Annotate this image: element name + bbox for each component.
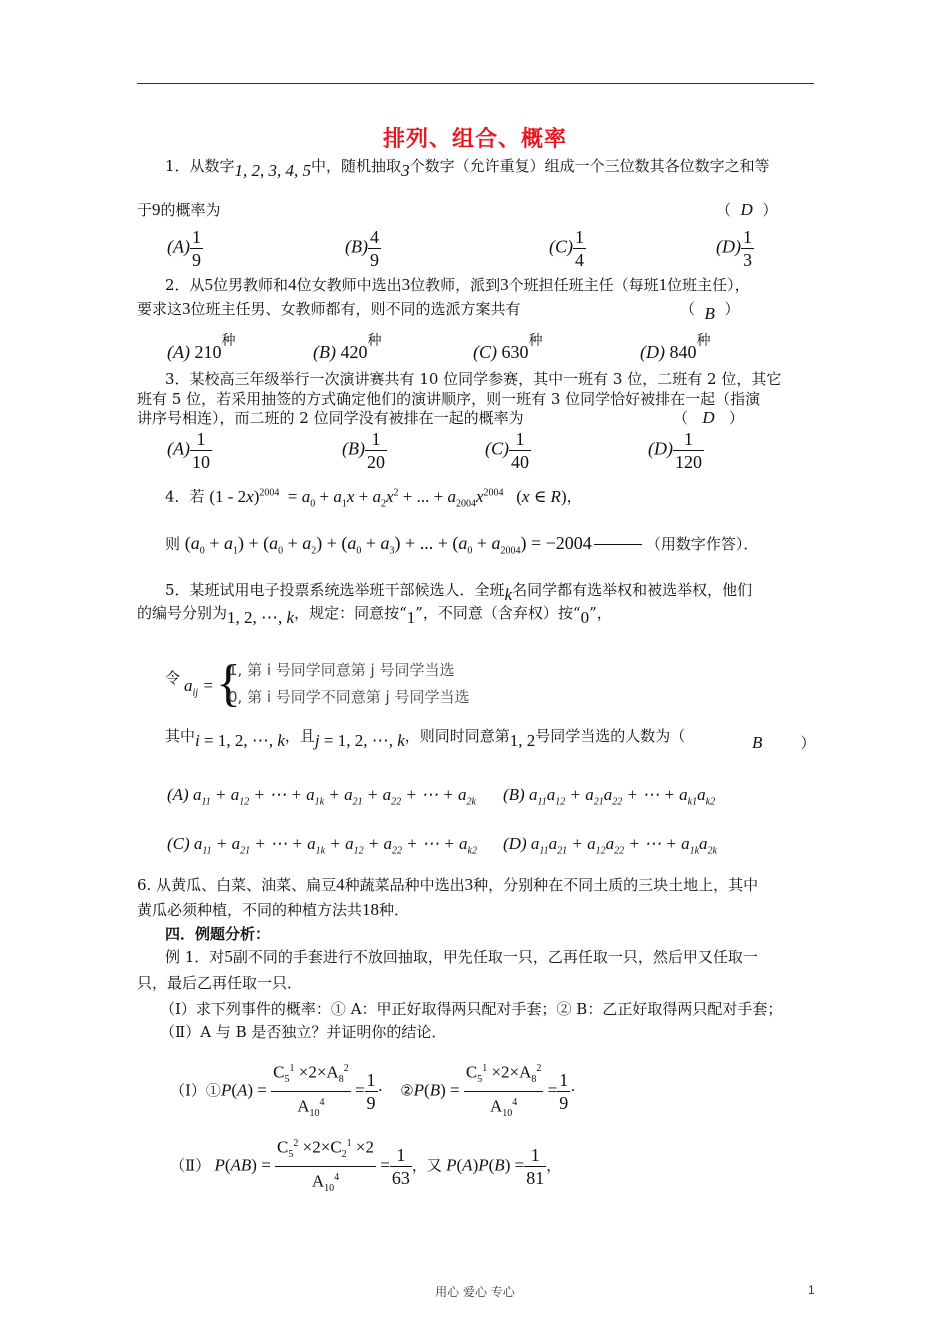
q5-line2: 的编号分别为1, 2, ⋯, k，规定：同意按“1”，不同意（含弃权）按“0”， <box>137 604 612 627</box>
ex1-line1: 例 1．对5副不同的手套进行不放回抽取，甲先任取一只，乙再任取一只，然后甲又任取一 <box>165 947 758 966</box>
q5-option-a: (A) $a_{11} + a_{12}$ + ⋯ + $a_{1k} + a_{21} + a_{22}$ + ⋯ + $a_{2k}$ <box>167 785 476 808</box>
q1-option-b: (B) $\frac{4}{9}$ <box>345 227 379 270</box>
page-number: 1 <box>808 1283 815 1297</box>
q5-option-d: (D) $a_{11}a_{21} + a_{12}a_{22}$ + ⋯ + $a_{1k}a_{2k}$ <box>503 834 717 857</box>
page-title: 排列、组合、概率 <box>382 127 567 152</box>
q3-option-d: (D) $\frac{1}{120}$ <box>648 429 702 472</box>
q3-option-a: (A) $\frac{1}{10}$ <box>167 429 210 472</box>
q1-option-a: (A) $\frac{1}{9}$ <box>167 227 201 270</box>
q2-option-a: (A) $210^种$ <box>167 333 236 362</box>
q1-line1: 1．从数字1, 2, 3, 4, 5中，随机抽取3个数字（允许重复）组成一个三位数其各位数字之和等 <box>165 157 770 180</box>
q5-aij: $a_{ij}$ = <box>184 676 214 699</box>
q6-line1: 6. 从黄瓜、白菜、油菜、扁豆4种蔬菜品种中选出3种，分别种在不同土质的三块土地上，其中 <box>137 875 759 894</box>
q5-brace: { <box>216 655 241 712</box>
header-rule <box>137 83 814 84</box>
q3-option-b: (B) $\frac{1}{20}$ <box>342 429 385 472</box>
q1-answer: （ D ） <box>716 200 778 219</box>
q3-line3: 讲序号相连），而二班的 2 位同学没有被排在一起的概率为 <box>137 409 524 427</box>
q2-line2: 要求这3位班主任男、女教师都有，则不同的选派方案共有 <box>137 299 521 318</box>
q5-definition: 令 <box>165 669 181 687</box>
q5-line3: 其中i = 1, 2, ⋯, k，且j = 1, 2, ⋯, k，则同时同意第1, 2号同学当选的人数为（ <box>165 727 686 750</box>
q5-case-1: 1, 第 i 号同学同意第 j 号同学当选 <box>228 661 455 679</box>
q2-answer: （ B ） <box>680 300 740 323</box>
ex1-line3: （Ⅰ）求下列事件的概率：① A：甲正好取得两只配对手套；② B：乙正好取得两只配对手套； <box>160 1000 783 1018</box>
q3-option-c: (C) $\frac{1}{40}$ <box>485 429 529 472</box>
q5-line1: 5．某班试用电子投票系统选举班干部候选人．全班k名同学都有选举权和被选举权，他们 <box>165 581 753 604</box>
q2-option-d: (D) $840^种$ <box>640 333 711 362</box>
section-heading: 四．例题分析： <box>165 925 271 943</box>
q5-case-0: 0, 第 i 号同学不同意第 j 号同学当选 <box>228 688 470 706</box>
q2-option-b: (B) $420^种$ <box>313 333 382 362</box>
page-footer: 用心 爱心 专心 <box>435 1285 515 1299</box>
q4-line2: 则 $(a_0 + a_1) + (a_0 + a_2) + (a_0 + a_3)$ + ... + $(a_0 + a_{2004}) = -2004$ （用数字作答）． <box>165 533 759 557</box>
q2-line1: 2．从5位男教师和4位女教师中选出3位教师，派到3个班担任班主任（每班1位班主任）， <box>165 275 750 294</box>
ex1-line4: （Ⅱ）A 与 B 是否独立？并证明你的结论． <box>160 1023 447 1041</box>
ex1-solution-2: （Ⅱ） P(AB) = $\frac{C_5^2 \times 2\times C_2^1 \times 2}{A_{10}^4}$ = $\frac{1}{63}$ ，又 P(A)P(B) = $\frac{1}{81}$ ， <box>170 1133 561 1200</box>
q3-line2: 班有 5 位，若采用抽签的方式确定他们的演讲顺序，则一班有 3 位同学恰好被排在一起（指演 <box>137 390 761 408</box>
q6-line2: 黄瓜必须种植，不同的种植方法共18种． <box>137 900 410 919</box>
q1-line2: 于9的概率为 <box>137 200 221 219</box>
q2-option-c: (C) $630^种$ <box>473 333 543 362</box>
q5-option-b: (B) $a_{11}a_{12} + a_{21}a_{22}$ + ⋯ + $a_{k1}a_{k2}$ <box>503 785 716 808</box>
q4-line1: 4．若 $(1 - 2x)^{2004} = a_0 + a_1x + a_2x^2$ + ... + $a_{2004}x^{2004}$ (x ∈ R)， <box>165 486 582 510</box>
q5-answer: B ） <box>752 733 816 752</box>
q3-answer: （ D ） <box>673 408 744 427</box>
ex1-solution-1: （Ⅰ）①P(A) = $\frac{C_5^1 \times 2\times A_8^2}{A_{10}^4}$ = $\frac{1}{9}$ · ②P(B) = $\frac{C_5^1 \times 2\times A_8^2}{A_{10}^4}$ = $\frac{1}{9}$ · <box>170 1058 576 1125</box>
q3-line1: 3．某校高三年级举行一次演讲赛共有 10 位同学参赛，其中一班有 3 位，二班有 2 位，其它 <box>165 370 782 388</box>
q1-option-c: (C) $\frac{1}{4}$ <box>549 227 584 270</box>
q1-option-d: (D) $\frac{1}{3}$ <box>716 227 752 270</box>
ex1-line2: 只，最后乙再任取一只． <box>137 974 303 992</box>
q5-option-c: (C) $a_{11} + a_{21}$ + ⋯ + $a_{1k} + a_{12} + a_{22}$ + ⋯ + $a_{k2}$ <box>167 834 477 857</box>
